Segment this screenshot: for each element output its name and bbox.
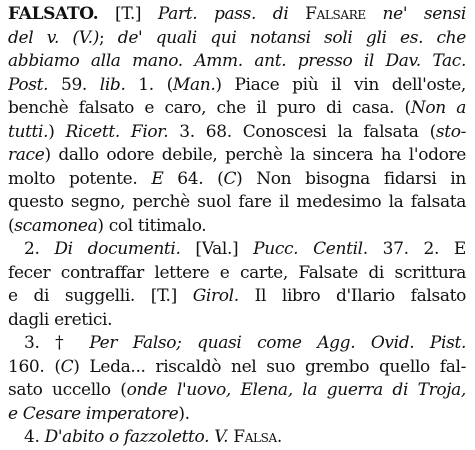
entry-line: [8, 121, 466, 145]
entry-line: [8, 262, 466, 286]
text-run: C: [223, 168, 237, 189]
text-run: ) Non bisogna fidarsi in: [236, 168, 466, 189]
text-run: ).: [178, 403, 190, 424]
entry-line: [8, 97, 466, 121]
text-run: sto-: [435, 121, 466, 142]
text-run: (: [8, 215, 15, 236]
text-run: [T.]: [98, 4, 158, 24]
text-run: ) Leda... riscaldò nel suo grembo quello fal-: [73, 356, 466, 377]
entry-line: [8, 215, 466, 239]
entry-line: [8, 3, 466, 27]
text-run: de' quali qui notansi soli gli es. che: [117, 27, 466, 48]
entry-line: [8, 144, 466, 168]
text-run: FALSATO.: [8, 4, 99, 24]
text-run: molto potente.: [8, 168, 152, 189]
text-run: 160. (: [8, 356, 61, 377]
text-run: Per Falso; quasi come Agg. Ovid. Pist.: [89, 333, 466, 353]
text-run: questo segno, perchè suol fare il medesimo la falsata: [8, 192, 466, 212]
text-run: e Cesare imperatore: [8, 403, 179, 424]
text-run: scamonea: [14, 215, 98, 236]
text-run: del v. (V.): [8, 27, 99, 48]
text-run: 1. (: [125, 74, 173, 95]
text-run: ) Piace più il vin dell'oste,: [215, 74, 466, 95]
entry-line: [8, 168, 466, 192]
entry-line: [8, 403, 466, 427]
entry-line: [8, 309, 466, 333]
entry-line: [8, 379, 466, 403]
text-run: .: [276, 427, 282, 447]
text-run: Di documenti.: [54, 239, 181, 259]
text-run: Girol.: [192, 286, 239, 306]
text-run: [Val.]: [180, 239, 254, 259]
entry-line: [8, 191, 466, 215]
text-run: E: [151, 168, 164, 189]
text-run: race: [8, 145, 45, 165]
text-run: Pucc. Centil.: [253, 239, 368, 259]
text-run: sato uccello (: [8, 380, 127, 400]
text-run: fecer contraffar lettere e carte, Falsate di scrittura: [8, 262, 466, 283]
text-run: Non a: [410, 98, 466, 118]
text-run: Part. pass. di: [157, 4, 306, 24]
text-run: 4.: [24, 427, 45, 447]
text-run: ne' sensi: [365, 4, 466, 24]
text-run: Falsare: [305, 4, 366, 24]
entry-line: [8, 332, 466, 356]
text-run: 3. 68. Conoscesi la falsata (: [168, 121, 436, 142]
text-run: Post.: [8, 74, 49, 95]
text-run: e di suggelli. [T.]: [8, 286, 193, 306]
text-run: onde l'uovo, Elena, la guerra di Troja,: [126, 380, 466, 400]
entry-line: [8, 27, 466, 51]
entry-line: [8, 50, 466, 74]
text-run: Falsa: [233, 427, 277, 447]
text-run: C: [60, 356, 74, 377]
text-run: 2.: [24, 239, 55, 259]
text-run: ) col titimalo.: [97, 215, 207, 236]
entry-line: [8, 238, 466, 262]
text-run: lib.: [99, 74, 126, 95]
text-run: abbiamo alla mano. Amm. ant. presso il Dav. Tac.: [8, 51, 466, 71]
text-run: Il libro d'Ilario falsato: [238, 286, 466, 306]
text-run: 37. 2. E: [367, 239, 466, 259]
entry-line: [8, 426, 466, 450]
text-run: 59.: [48, 74, 100, 95]
text-run: D'abito o fazzoletto. V.: [44, 427, 234, 447]
entry-line: [8, 285, 466, 309]
text-run: Man.: [172, 74, 216, 95]
text-run: dagli eretici.: [8, 309, 113, 330]
entry-line: [8, 356, 466, 380]
text-run: 64. (: [163, 168, 224, 189]
text-run: ;: [99, 27, 118, 48]
text-run: ): [48, 121, 66, 142]
text-run: Ricett. Fior.: [65, 121, 169, 142]
text-run: 3. †: [24, 333, 90, 353]
text-run: ) dallo odore debile, perchè la sincera ha l'odore: [44, 145, 466, 165]
entry-line: [8, 74, 466, 98]
text-run: benchè falsato e caro, che il puro di casa. (: [8, 98, 411, 118]
text-run: tutti.: [8, 121, 49, 142]
